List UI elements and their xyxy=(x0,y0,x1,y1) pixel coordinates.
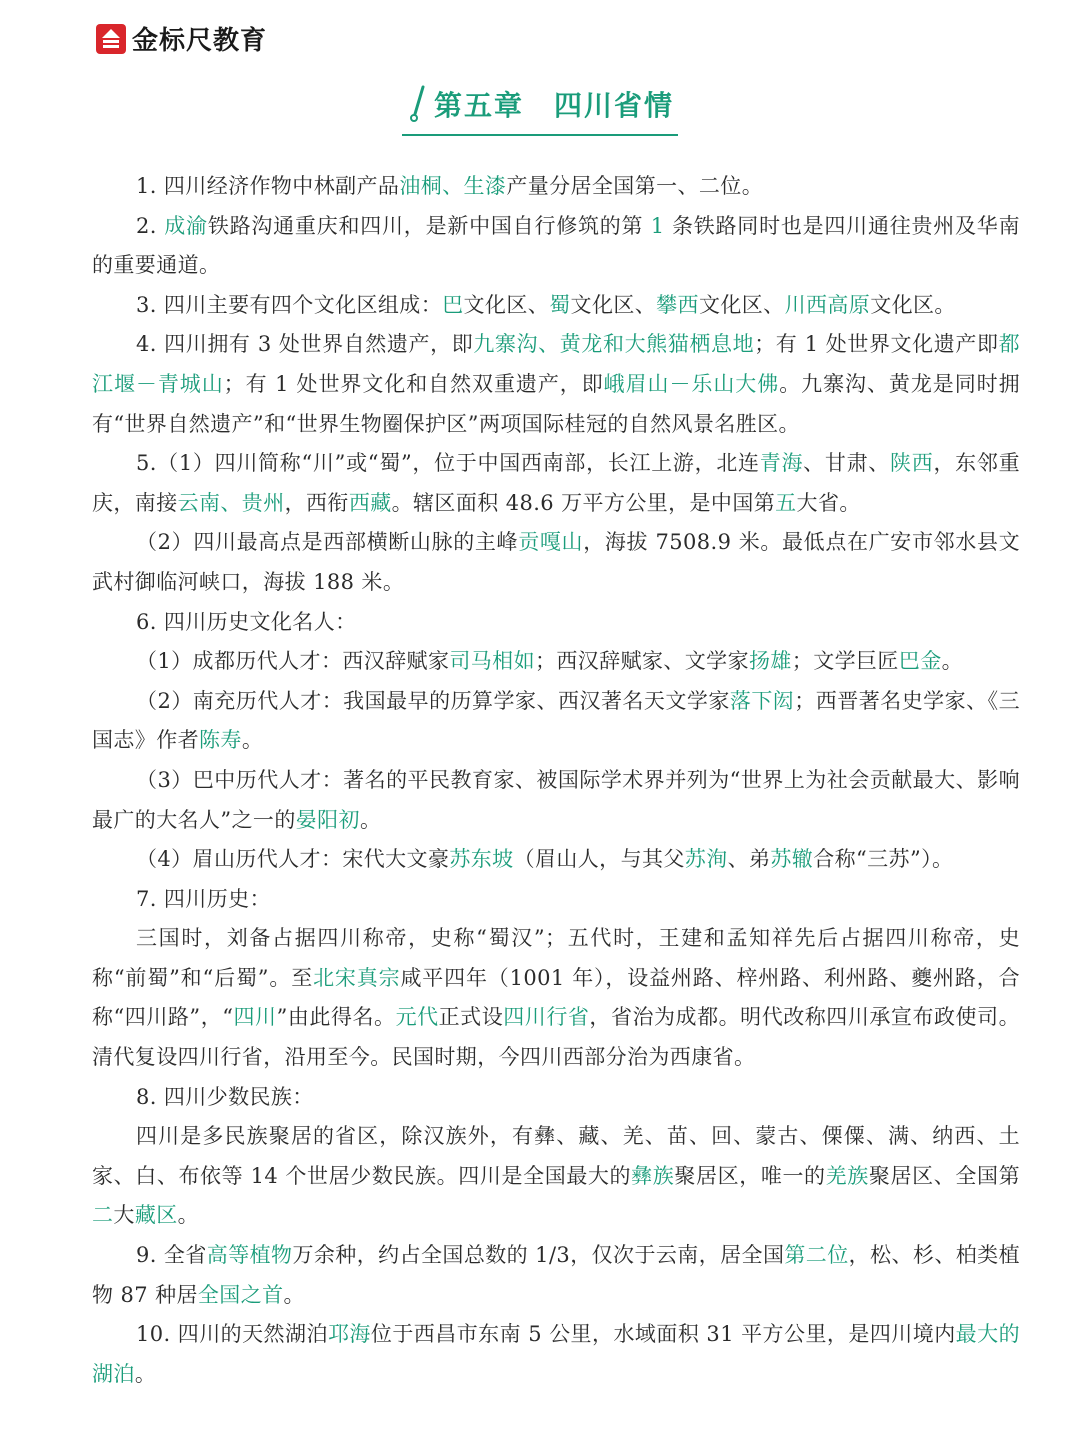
text-segment: 、弟 xyxy=(727,847,771,872)
highlighted-term: 五 xyxy=(775,490,797,515)
text-segment: 。 xyxy=(177,1203,200,1228)
text-segment: ”由此得名。 xyxy=(276,1005,396,1030)
highlighted-term: 蜀 xyxy=(549,292,571,317)
text-segment: 3. 四川主要有四个文化区组成： xyxy=(136,292,443,317)
highlighted-term: 第二位 xyxy=(784,1243,849,1268)
highlighted-term: 彝族 xyxy=(631,1163,675,1188)
text-segment: 1. 四川经济作物中林副产品 xyxy=(136,174,400,198)
text-segment: ，东邻重庆，南接 xyxy=(92,451,1020,515)
text-segment: （3）巴中历代人才：著名的平民教育家、被国际学术界并列为“世界上为社会贡献最大、影响最广的大名人”之一的 xyxy=(92,767,1020,832)
highlighted-term: 陈寿 xyxy=(199,728,242,753)
text-segment: （1）成都历代人才：西汉辞赋家 xyxy=(136,649,450,674)
paragraph xyxy=(92,523,1020,602)
paragraph xyxy=(92,642,1020,682)
highlighted-term: 元代 xyxy=(395,1005,439,1030)
text-segment: 文化区、 xyxy=(570,292,657,317)
highlighted-term: 1 xyxy=(650,213,665,238)
text-segment: ，海拔 7508.9 米。最低点在广安市邻水县文武村御临河峡口，海拔 188 米。 xyxy=(92,530,1020,594)
highlighted-term: 油桐、生漆 xyxy=(399,174,507,198)
paragraph xyxy=(92,682,1020,761)
highlighted-term: 苏东坡 xyxy=(449,847,514,872)
highlighted-term: 青海 xyxy=(759,451,804,476)
paragraph xyxy=(92,1236,1020,1315)
chapter-heading xyxy=(0,78,1080,136)
paragraph xyxy=(92,1117,1020,1236)
text-segment: 大 xyxy=(113,1203,135,1228)
text-segment: ，省治为成都。明代改称四川承宣布政使司。清代复设四川行省，沿用至今。民国时期，今四川西部分治为西康省。 xyxy=(92,1005,1020,1070)
text-segment: ；西晋著名史学家、《三国志》作者 xyxy=(92,688,1021,753)
text-segment: 条铁路同时也是四川通往贵州及华南的重要通道。 xyxy=(92,213,1020,278)
text-segment: 8. 四川少数民族： xyxy=(136,1084,314,1109)
text-segment: 4. 四川拥有 3 处世界自然遗产，即 xyxy=(136,332,474,357)
text-segment: 正式设 xyxy=(438,1005,504,1030)
text-segment: 文化区。 xyxy=(870,292,956,317)
highlighted-term: 高等植物 xyxy=(206,1243,293,1268)
logo-text: 金标尺教育 xyxy=(132,26,268,56)
highlighted-term: 都江堰－青城山 xyxy=(92,332,1020,396)
text-segment: 10. 四川的天然湖泊 xyxy=(136,1322,328,1347)
paragraph xyxy=(92,286,1020,326)
text-segment: 聚居区，唯一的 xyxy=(674,1163,826,1188)
text-segment: 大省。 xyxy=(796,490,861,515)
text-segment: 文化区、 xyxy=(463,292,550,317)
text-segment: 7. 四川历史： xyxy=(136,886,271,911)
text-segment: 2. xyxy=(136,213,165,238)
highlighted-term: 晏阳初 xyxy=(295,807,360,832)
text-segment: ；文学巨匠 xyxy=(791,649,899,674)
text-segment: 位于西昌市东南 5 公里，水域面积 31 平方公里，是四川境内 xyxy=(370,1322,956,1347)
text-segment: 。九寨沟、黄龙是同时拥有“世界自然遗产”和“世界生物圈保护区”两项国际桂冠的自然风景名胜区。 xyxy=(92,371,1021,436)
text-segment: 。 xyxy=(241,728,264,753)
highlighted-term: 二 xyxy=(92,1203,114,1228)
text-segment: 铁路沟通重庆和四川，是新中国自行修筑的第 xyxy=(207,213,651,238)
paragraph xyxy=(92,325,1020,444)
paragraph xyxy=(92,880,1020,920)
highlighted-term: 贡嘎山 xyxy=(518,530,584,555)
text-segment: ；有 1 处世界文化遗产即 xyxy=(754,332,999,357)
highlighted-term: 巴金 xyxy=(898,649,942,674)
text-segment: 、甘肃、 xyxy=(803,451,891,476)
highlighted-term: 四川 xyxy=(233,1005,277,1030)
highlighted-term: 成渝 xyxy=(164,213,208,238)
highlighted-term: 落下闳 xyxy=(729,688,795,713)
highlighted-term: 北宋真宗 xyxy=(313,965,401,990)
paragraph xyxy=(92,1078,1020,1118)
highlighted-term: 羌族 xyxy=(825,1163,869,1188)
pen-icon xyxy=(408,84,428,124)
text-segment: （2）南充历代人才：我国最早的历算学家、西汉著名天文学家 xyxy=(136,688,730,713)
highlighted-term: 最大的湖泊 xyxy=(92,1322,1020,1386)
paragraph xyxy=(92,1315,1020,1394)
paragraph xyxy=(92,603,1020,643)
paragraph xyxy=(92,840,1020,880)
highlighted-term: 峨眉山－乐山大佛 xyxy=(603,371,780,396)
highlighted-term: 邛海 xyxy=(327,1322,371,1347)
text-segment: 。 xyxy=(283,1282,305,1307)
highlighted-term: 全国之首 xyxy=(197,1282,284,1307)
text-segment: 5.（1）四川简称“川”或“蜀”，位于中国西南部，长江上游，北连 xyxy=(136,451,760,476)
text-segment: （2）四川最高点是西部横断山脉的主峰 xyxy=(136,530,519,555)
text-segment: 产量分居全国第一、二位。 xyxy=(506,174,764,198)
highlighted-term: 九寨沟、黄龙和大熊猫栖息地 xyxy=(473,332,755,357)
text-segment: 合称“三苏”）。 xyxy=(813,847,954,872)
highlighted-term: 苏洵 xyxy=(684,847,728,872)
text-segment: 。 xyxy=(359,807,382,832)
highlighted-term: 四川行省 xyxy=(503,1005,590,1030)
text-segment: ，西衔 xyxy=(284,490,349,515)
chapter-title: 第五章 四川省情 xyxy=(433,89,674,122)
paragraph xyxy=(92,207,1020,286)
highlighted-term: 巴 xyxy=(442,292,464,317)
highlighted-term: 扬雄 xyxy=(748,649,792,674)
text-segment: （4）眉山历代人才：宋代大文豪 xyxy=(136,847,450,872)
text-segment: ；有 1 处世界文化和自然双重遗产，即 xyxy=(223,371,604,396)
text-segment: ；西汉辞赋家、文学家 xyxy=(534,649,749,674)
text-segment: 咸平四年（1001 年），设益州路、梓州路、利州路、夔州路，合称“四川路”，“ xyxy=(92,965,1020,1030)
text-segment: 。辖区面积 48.6 万平方公里，是中国第 xyxy=(391,490,776,515)
highlighted-term: 西藏 xyxy=(348,490,392,515)
paragraph xyxy=(92,919,1020,1077)
highlighted-term: 苏辙 xyxy=(770,847,814,872)
text-segment: 。 xyxy=(941,649,964,674)
paragraph xyxy=(92,444,1020,523)
text-segment: 四川是多民族聚居的省区，除汉族外，有彝、藏、羌、苗、回、蒙古、傈僳、满、纳西、土家、白、布依等 14 个世居少数民族。四川是全国最大的 xyxy=(92,1124,1020,1188)
text-segment: 三国时，刘备占据四川称帝，史称“蜀汉”；五代时，王建和孟知祥先后占据四川称帝，史称“前蜀”和“后蜀”。至 xyxy=(92,926,1020,990)
text-segment: （眉山人，与其父 xyxy=(513,847,685,872)
text-segment: 聚居区、全国第 xyxy=(868,1163,1020,1188)
highlighted-term: 攀西 xyxy=(656,292,699,317)
highlighted-term: 藏区 xyxy=(134,1203,178,1228)
document-body xyxy=(92,167,1020,1394)
highlighted-term: 司马相如 xyxy=(449,649,535,674)
text-segment: 。 xyxy=(134,1361,157,1386)
text-segment: 万余种，约占全国总数的 1/3，仅次于云南，居全国 xyxy=(292,1243,785,1268)
highlighted-term: 陕西 xyxy=(890,451,934,476)
logo-icon xyxy=(96,24,126,54)
text-segment: 6. 四川历史文化名人： xyxy=(136,609,357,634)
paragraph xyxy=(92,167,1020,207)
paragraph xyxy=(92,761,1020,840)
text-segment: 文化区、 xyxy=(698,292,785,317)
highlighted-term: 云南、贵州 xyxy=(177,490,285,515)
text-segment: ，松、杉、柏类植物 87 种居 xyxy=(92,1243,1020,1307)
highlighted-term: 川西高原 xyxy=(784,292,871,317)
brand-logo xyxy=(96,20,267,57)
text-segment: 9. 全省 xyxy=(136,1243,207,1268)
